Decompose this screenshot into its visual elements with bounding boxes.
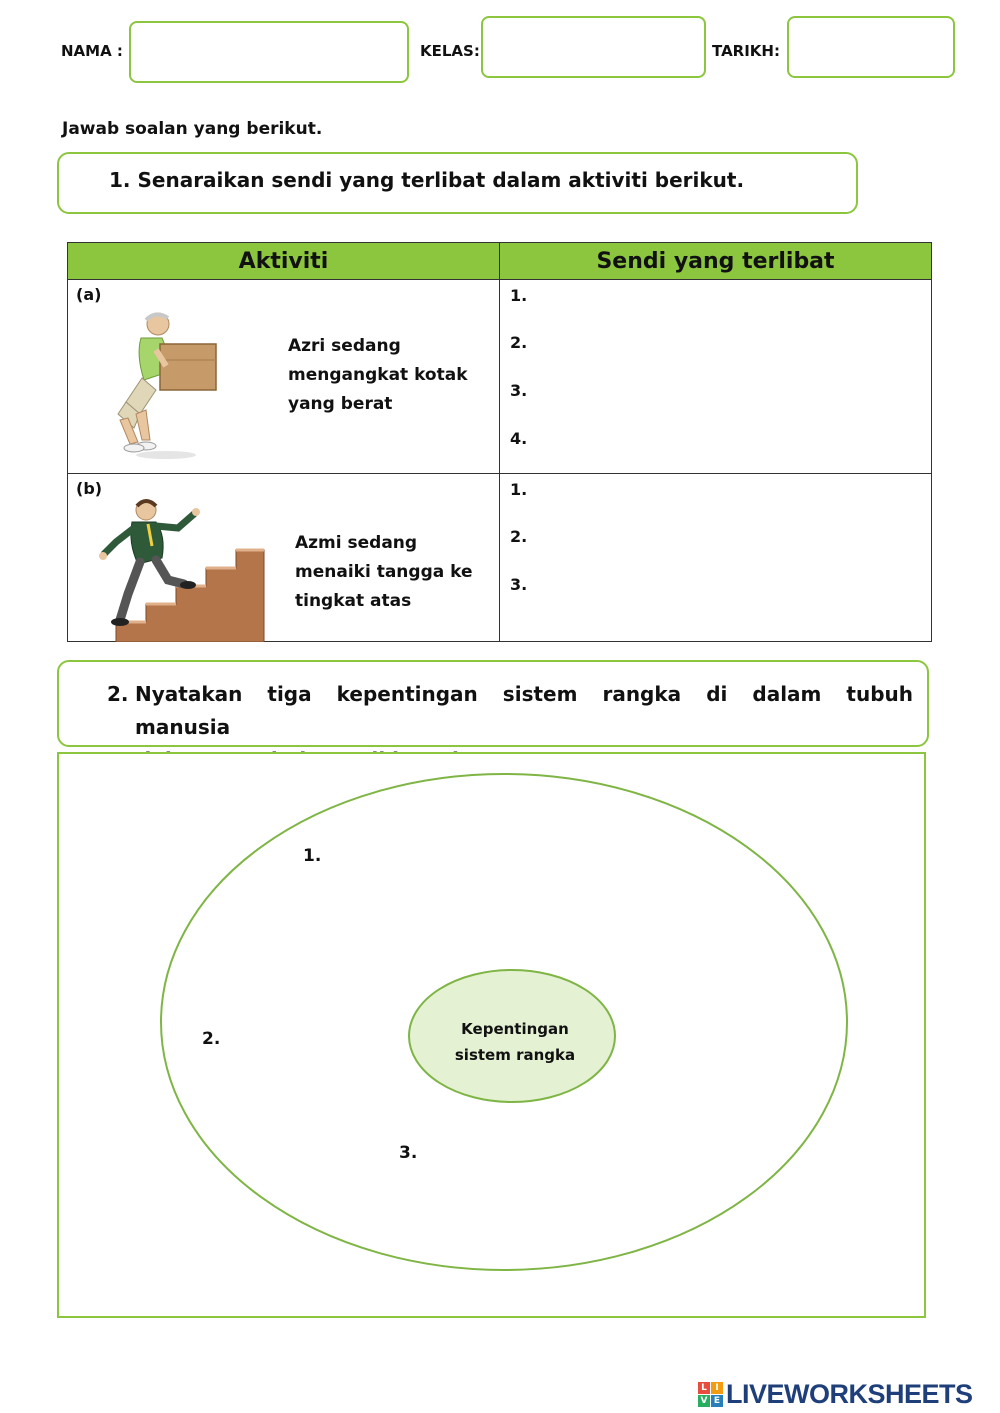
question-2-line1: Nyatakan tiga kepentingan sistem rangka di dalam tubuh manusia (135, 682, 913, 739)
question-1-text: Senaraikan sendi yang terlibat dalam aktiviti berikut. (137, 168, 745, 192)
table-header-row (68, 243, 932, 280)
date-label: TARIKH: (712, 42, 780, 60)
col-activity-header: Aktiviti (68, 243, 500, 280)
answer-number: 2. (510, 333, 528, 352)
logo-grid-icon: L I V E (698, 1382, 723, 1407)
table-row (68, 474, 932, 642)
class-input[interactable] (481, 16, 706, 78)
liveworksheets-logo (698, 1379, 973, 1410)
circle-map-item-3: 3. (399, 1143, 418, 1163)
instruction-text: Jawab soalan yang berikut. (62, 119, 323, 139)
circle-map-item-2: 2. (202, 1029, 221, 1049)
circle-map-item-1: 1. (303, 846, 322, 866)
answer-number: 1. (510, 480, 528, 499)
circle-map-center-label: Kepentingan sistem rangka (454, 1020, 576, 1064)
activity-a-description: Azri sedang mengangkat kotak yang berat (288, 336, 468, 414)
answer-number: 1. (510, 286, 528, 305)
row-label: (a) (76, 285, 102, 304)
circle-map-area (57, 752, 926, 1318)
answer-number: 3. (510, 575, 528, 594)
activity-cell-b (68, 474, 500, 642)
activity-table (67, 242, 932, 642)
joints-cell-a (500, 280, 932, 474)
class-label: KELAS: (420, 42, 480, 60)
joints-cell-b (500, 474, 932, 642)
row-label: (b) (76, 479, 103, 498)
answer-number: 4. (510, 429, 528, 448)
question-2-box (57, 660, 929, 747)
answer-number: 2. (510, 527, 528, 546)
question-1-number: 1. (109, 168, 131, 192)
activity-cell-a (68, 280, 500, 474)
table-row (68, 280, 932, 474)
name-input[interactable] (129, 21, 409, 83)
answer-number: 3. (510, 381, 528, 400)
brand-text: LIVEWORKSHEETS (726, 1379, 973, 1409)
man-lifting-box-image (96, 310, 226, 460)
question-2-number: 2. (107, 682, 129, 706)
col-joints-header: Sendi yang terlibat (500, 243, 932, 280)
date-input[interactable] (787, 16, 955, 78)
question-1-box (57, 152, 858, 214)
man-climbing-stairs-image (98, 498, 268, 642)
name-label: NAMA : (61, 42, 123, 60)
activity-b-description: Azmi sedang menaiki tangga ke tingkat atas (295, 533, 473, 611)
